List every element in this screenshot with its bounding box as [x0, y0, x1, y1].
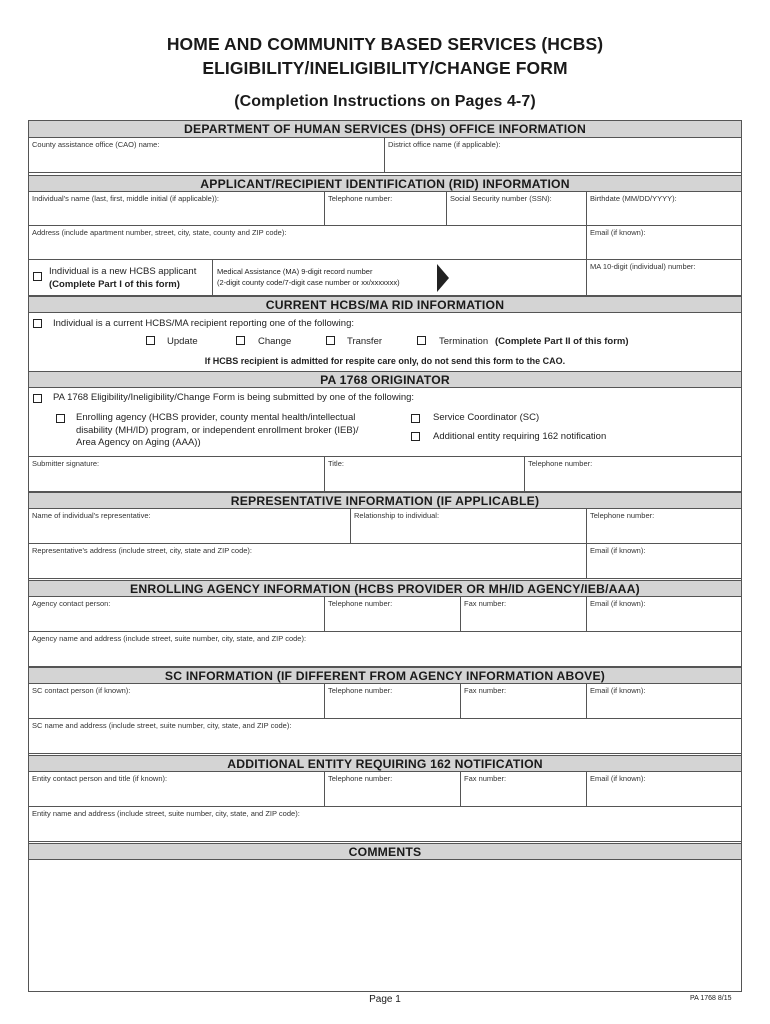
agency-contact-field[interactable]: Agency contact person: — [29, 597, 325, 632]
cao-name-field[interactable]: County assistance office (CAO) name: — [29, 138, 385, 173]
form-title-line2: ELIGIBILITY/INELIGIBILITY/CHANGE FORM — [202, 58, 568, 78]
originator-heading: PA 1768 ORIGINATOR — [29, 371, 741, 388]
form-body — [28, 120, 742, 992]
submitter-phone-field[interactable]: Telephone number: — [525, 456, 741, 492]
current-heading: CURRENT HCBS/MA RID INFORMATION — [29, 296, 741, 313]
birthdate-field[interactable]: Birthdate (MM/DD/YYYY): — [587, 192, 741, 226]
individual-phone-field[interactable]: Telephone number: — [325, 192, 447, 226]
ma-record-label-line2: (2-digit county code/7-digit case number or xx/xxxxxxx) — [217, 278, 400, 287]
representative-phone-field[interactable]: Telephone number: — [587, 509, 741, 544]
enrolling-agency-checkbox[interactable] — [56, 414, 65, 423]
form-title-line1: HOME AND COMMUNITY BASED SERVICES (HCBS) — [166, 34, 604, 54]
entity-contact-field[interactable]: Entity contact person and title (if known): — [29, 772, 325, 807]
entity-address-field[interactable]: Entity name and address (include street, suite number, city, state, and ZIP code): — [29, 807, 741, 842]
current-recipient-label: Individual is a current HCBS/MA recipient reporting one of the following: — [53, 318, 354, 329]
current-recipient-checkbox[interactable] — [33, 319, 42, 328]
individual-address-field[interactable]: Address (include apartment number, street, city, state, county and ZIP code): — [29, 226, 587, 260]
ma-record-label-line1: Medical Assistance (MA) 9-digit record number — [217, 267, 373, 276]
agency-fax-field[interactable]: Fax number: — [461, 597, 587, 632]
sc-contact-field[interactable]: SC contact person (if known): — [29, 684, 325, 719]
ssn-field[interactable]: Social Security number (SSN): — [447, 192, 587, 226]
representative-address-field[interactable]: Representative's address (include street, city, state and ZIP code): — [29, 544, 587, 579]
entity-heading: ADDITIONAL ENTITY REQUIRING 162 NOTIFICATION — [29, 755, 741, 772]
transfer-checkbox[interactable] — [326, 336, 335, 345]
sc-address-field[interactable]: SC name and address (include street, suite number, city, state, and ZIP code): — [29, 719, 741, 754]
enrolling-agency-line1: Enrolling agency (HCBS provider, county mental health/intellectual — [76, 412, 356, 423]
agency-address-field[interactable]: Agency name and address (include street, suite number, city, state, and ZIP code): — [29, 632, 741, 667]
agency-email-field[interactable]: Email (if known): — [587, 597, 741, 632]
change-checkbox[interactable] — [236, 336, 245, 345]
respite-note: If HCBS recipient is admitted for respite care only, do not send this form to the CAO. — [204, 356, 566, 366]
sc-email-field[interactable]: Email (if known): — [587, 684, 741, 719]
enrolling-agency-line2: disability (MH/ID) program, or independent enrollment broker (IEB)/ — [76, 424, 359, 436]
enrolling-agency-line3: Area Agency on Aging (AAA)) — [76, 437, 201, 448]
transfer-label: Transfer — [347, 336, 383, 347]
district-office-field[interactable]: District office name (if applicable): — [385, 138, 741, 173]
entity-email-field[interactable]: Email (if known): — [587, 772, 741, 807]
additional-entity-checkbox[interactable] — [411, 432, 420, 441]
submitter-title-field[interactable]: Title: — [325, 456, 525, 492]
sc-heading: SC INFORMATION (IF DIFFERENT FROM AGENCY INFORMATION ABOVE) — [29, 667, 741, 684]
comments-field[interactable] — [29, 860, 741, 991]
enrolling-agency-label — [76, 412, 358, 450]
representative-email-field[interactable]: Email (if known): — [587, 544, 741, 579]
individual-name-field[interactable]: Individual's name (last, first, middle initial (if applicable)): — [29, 192, 325, 226]
update-label: Update — [167, 336, 198, 347]
termination-checkbox[interactable] — [417, 336, 426, 345]
pa1768-submitted-label: PA 1768 Eligibility/Ineligibility/Change Form is being submitted by one of the following: — [53, 392, 415, 403]
rid-heading: APPLICANT/RECIPIENT IDENTIFICATION (RID) INFORMATION — [29, 175, 741, 192]
service-coordinator-checkbox[interactable] — [411, 414, 420, 423]
new-applicant-note: (Complete Part I of this form) — [49, 279, 180, 290]
submitter-signature-field[interactable]: Submitter signature: — [29, 456, 325, 492]
entity-phone-field[interactable]: Telephone number: — [325, 772, 461, 807]
entity-fax-field[interactable]: Fax number: — [461, 772, 587, 807]
additional-entity-label: Additional entity requiring 162 notification — [433, 431, 607, 442]
service-coordinator-label: Service Coordinator (SC) — [433, 412, 540, 423]
new-applicant-label: Individual is a new HCBS applicant — [49, 266, 197, 277]
individual-email-field[interactable]: Email (if known): — [587, 226, 741, 260]
arrow-right-icon — [437, 264, 449, 292]
page-number: Page 1 — [369, 994, 401, 1005]
change-label: Change — [258, 336, 292, 347]
representative-name-field[interactable]: Name of individual's representative: — [29, 509, 351, 544]
dhs-heading: DEPARTMENT OF HUMAN SERVICES (DHS) OFFICE INFORMATION — [29, 121, 741, 138]
agency-heading: ENROLLING AGENCY INFORMATION (HCBS PROVIDER OR MH/ID AGENCY/IEB/AAA) — [29, 580, 741, 597]
agency-phone-field[interactable]: Telephone number: — [325, 597, 461, 632]
comments-heading: COMMENTS — [29, 843, 741, 860]
form-subtitle: (Completion Instructions on Pages 4-7) — [234, 93, 536, 110]
pa1768-submitted-checkbox[interactable] — [33, 394, 42, 403]
termination-note: (Complete Part II of this form) — [495, 336, 629, 347]
relationship-field[interactable]: Relationship to individual: — [351, 509, 587, 544]
ma-10-digit-field[interactable]: MA 10-digit (individual) number: — [587, 260, 741, 296]
sc-phone-field[interactable]: Telephone number: — [325, 684, 461, 719]
update-checkbox[interactable] — [146, 336, 155, 345]
form-id: PA 1768 8/15 — [690, 995, 732, 1002]
termination-label: Termination — [439, 336, 489, 347]
new-applicant-checkbox[interactable] — [33, 272, 42, 281]
sc-fax-field[interactable]: Fax number: — [461, 684, 587, 719]
representative-heading: REPRESENTATIVE INFORMATION (IF APPLICABLE) — [29, 492, 741, 509]
